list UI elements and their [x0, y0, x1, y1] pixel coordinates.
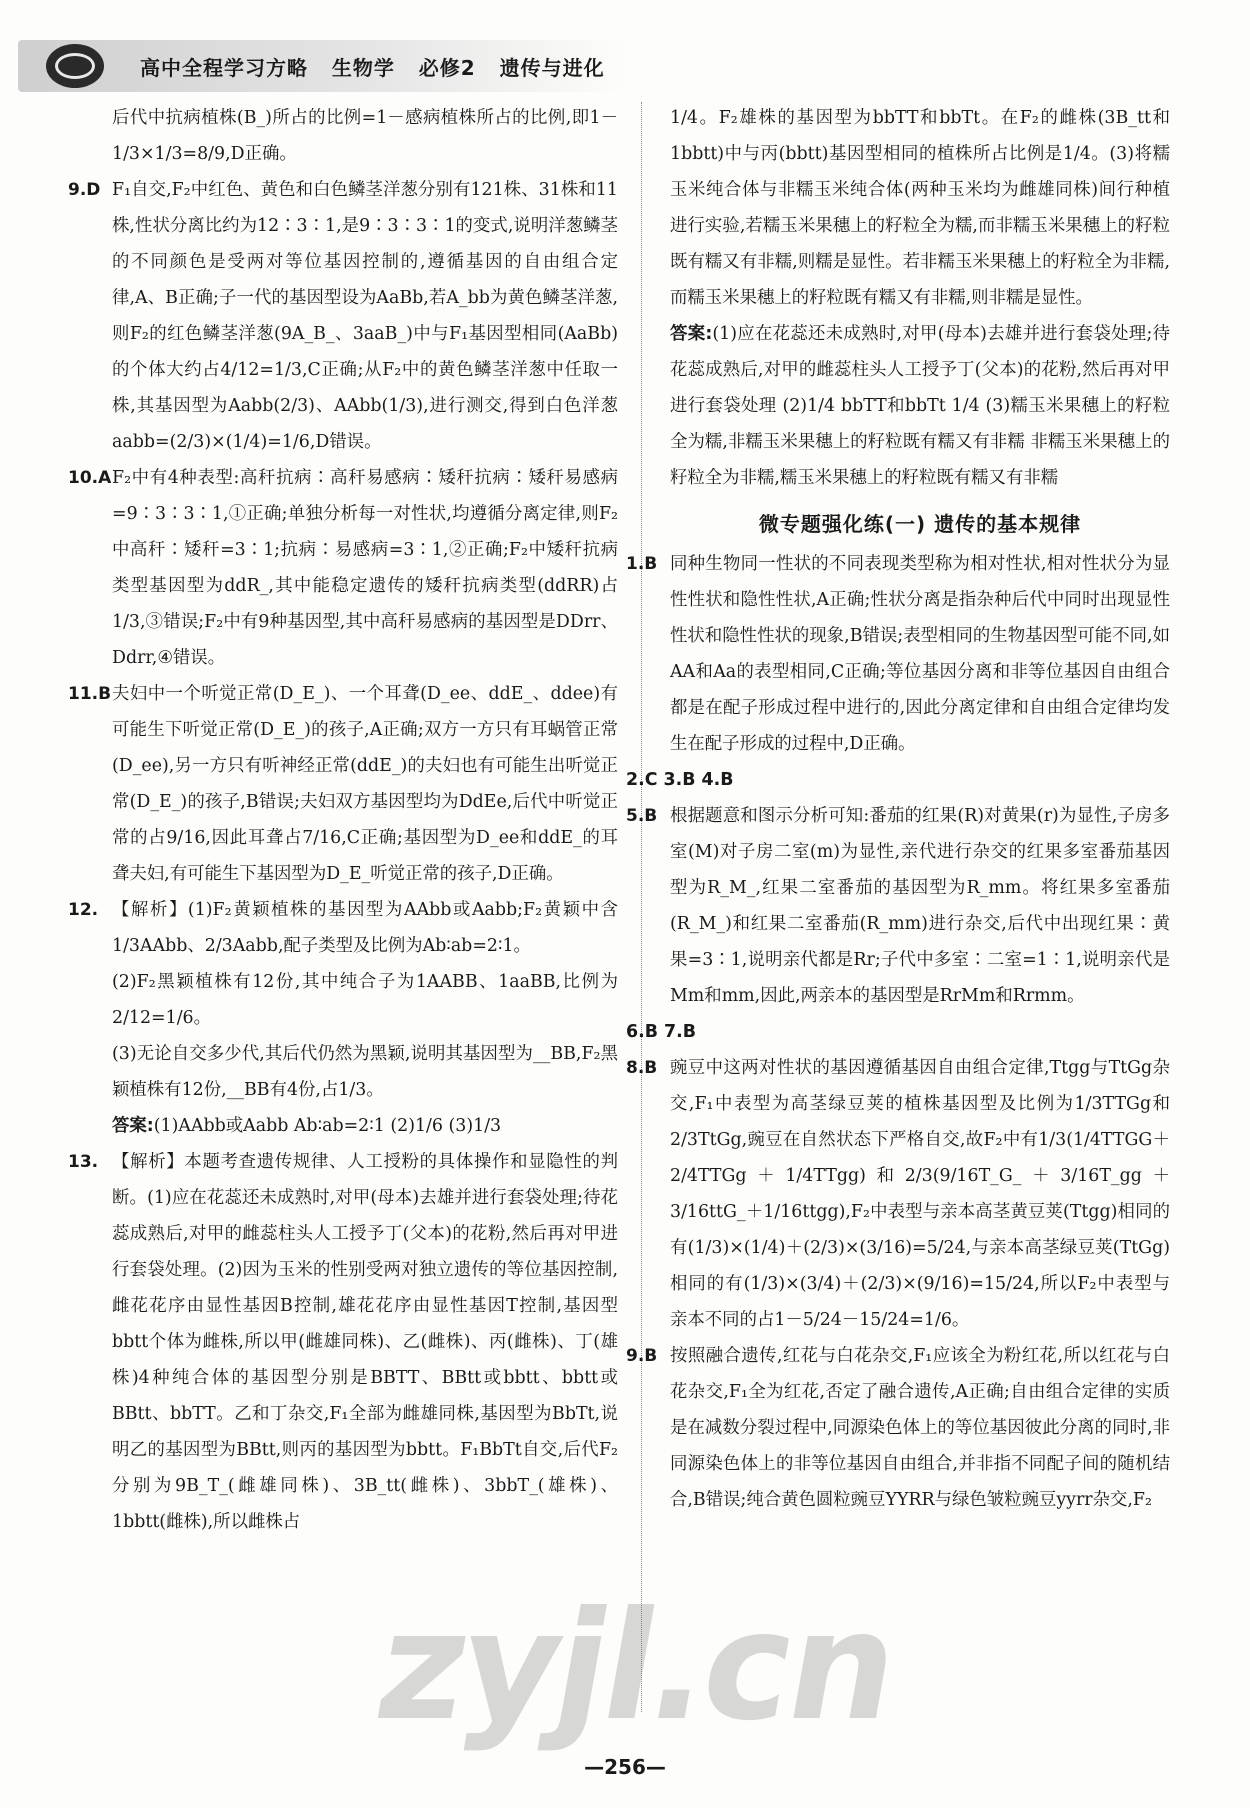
answer-item-s5	[626, 798, 1170, 1014]
answer-item-12	[68, 892, 618, 1144]
book-logo-icon	[46, 44, 104, 88]
item-number: 8.B	[626, 1058, 658, 1078]
item-text: 同种生物同一性状的不同表现类型称为相对性状,相对性状分为显性性状和隐性性状,A正确;性状分离是指杂种后代中同时出现显性性状和隐性性状的现象,B错误;表型相同的生物基因型可能不同,如AA和Aa的表型相同,C正确;等位基因分离和非等位基因自由组合都是在配子形成过程中进行的,因此分离定律和自由组合定律均发生在配子形成的过程中,D正确。	[670, 554, 1170, 754]
answer-item-10	[68, 460, 618, 676]
watermark: zyjl.cn	[364, 1580, 908, 1754]
header-title: 高中全程学习方略 生物学 必修2 遗传与进化	[140, 55, 605, 80]
item-number: 1.B	[626, 554, 658, 574]
section-title: 微专题强化练(一) 遗传的基本规律	[758, 512, 1082, 536]
left-column	[68, 100, 618, 1540]
answer-item-11	[68, 676, 618, 892]
answer-line-2-4: 2.C 3.B 4.B	[626, 770, 734, 790]
item-number: 11.B	[68, 684, 112, 704]
item-number: 9.D	[68, 180, 101, 200]
analysis-paragraph: (2)F₂黑颖植株有12份,其中纯合子为1AABB、1aaBB,比例为2/12=1/6。	[112, 972, 618, 1028]
item-number: 9.B	[626, 1346, 658, 1366]
answer-item-s1	[626, 546, 1170, 762]
item-text: 豌豆中这两对性状的基因遵循基因自由组合定律,Ttgg与TtGg杂交,F₁中表型为高茎绿豆荚的植株基因型及比例为1/3TTGg和2/3TtGg,豌豆在自然状态下严格自交,故F₂中有1/3(1/4TTGG＋2/4TTGg＋1/4TTgg)和2/3(9/16T_G_＋3/16T_gg＋3/16ttG_＋1/16ttgg),F₂中表型与亲本高茎黄豆荚(Ttgg)相同的有(1/3)×(1/4)＋(2/3)×(3/16)=5/24,与亲本高茎绿豆荚(TtGg)相同的有(1/3)×(3/4)＋(2/3)×(9/16)=15/24,所以F₂中表型与亲本不同的占1－5/24－15/24=1/6。	[670, 1058, 1170, 1330]
answer-line-6-7: 6.B 7.B	[626, 1022, 696, 1042]
answer-line	[670, 316, 1170, 496]
item-text: 按照融合遗传,红花与白花杂交,F₁应该全为粉红花,所以红花与白花杂交,F₁全为红花,否定了融合遗传,A正确;自由组合定律的实质是在减数分裂过程中,同源染色体上的等位基因彼此分离的同时,非同源染色体上的非等位基因自由组合,并非指不同配子间的随机结合,B错误;纯合黄色圆粒豌豆YYRR与绿色皱粒豌豆yyrr杂交,F₂	[670, 1346, 1170, 1510]
column-divider	[641, 102, 643, 1712]
item-text: 【解析】本题考查遗传规律、人工授粉的具体操作和显隐性的判断。(1)应在花蕊还未成熟时,对甲(母本)去雄并进行套袋处理;待花蕊成熟后,对甲的雌蕊柱头人工授予丁(父本)的花粉,然后再对甲进行套袋处理。(2)因为玉米的性别受两对独立遗传的等位基因控制,雌花花序由显性基因B控制,雄花花序由显性基因T控制,基因型bbtt个体为雌株,所以甲(雌雄同株)、乙(雌株)、丙(雌株)、丁(雄株)4种纯合体的基因型分别是BBTT、BBtt或bbtt、bbtt或BBtt、bbTT。乙和丁杂交,F₁全部为雌雄同株,基因型为BbTt,说明乙的基因型为BBtt,则丙的基因型为bbtt。F₁BbTt自交,后代F₂分别为9B_T_(雌雄同株)、3B_tt(雌株)、3bbT_(雄株)、1bbtt(雌株),所以雌株占	[112, 1152, 618, 1532]
analysis-paragraph: 【解析】(1)F₂黄颖植株的基因型为AAbb或Aabb;F₂黄颖中含1/3AAbb、2/3Aabb,配子类型及比例为Ab∶ab=2∶1。	[112, 900, 618, 956]
item-text: F₁自交,F₂中红色、黄色和白色鳞茎洋葱分别有121株、31株和11株,性状分离比约为12∶3∶1,是9∶3∶3∶1的变式,说明洋葱鳞茎的不同颜色是受两对等位基因控制的,遵循基因的自由组合定律,A、B正确;子一代的基因型设为AaBb,若A_bb为黄色鳞茎洋葱,则F₂的红色鳞茎洋葱(9A_B_、3aaB_)中与F₁基因型相同(AaBb)的个体大约占4/12=1/3,C正确;从F₂中的黄色鳞茎洋葱中任取一株,其基因型为Aabb(2/3)、AAbb(1/3),进行测交,得到白色洋葱aabb=(2/3)×(1/4)=1/6,D错误。	[112, 180, 618, 452]
item-number: 12.	[68, 900, 99, 920]
item-text: F₂中有4种表型:高秆抗病∶高秆易感病∶矮秆抗病∶矮秆易感病=9∶3∶3∶1,①正确;单独分析每一对性状,均遵循分离定律,则F₂中高秆∶矮秆=3∶1;抗病∶易感病=3∶1,②正确;F₂中矮秆抗病类型基因型为ddR_,其中能稳定遗传的矮秆抗病类型(ddRR)占1/3,③错误;F₂中有9种基因型,其中高秆易感病的基因型是DDrr、Ddrr,④错误。	[112, 468, 618, 668]
page-header	[18, 40, 628, 92]
answer-item-13	[68, 1144, 618, 1540]
answer-text: (1)应在花蕊还未成熟时,对甲(母本)去雄并进行套袋处理;待花蕊成熟后,对甲的雌蕊柱头人工授予丁(父本)的花粉,然后再对甲进行套袋处理 (2)1/4 bbTT和bbTt 1/4 (3)糯玉米果穗上的籽粒全为糯,非糯玉米果穗上的籽粒既有糯又有非糯 非糯玉米果穗上的籽粒全为非糯,糯玉米果穗上的籽粒既有糯又有非糯	[670, 324, 1170, 488]
left-continuation: 后代中抗病植株(B_)所占的比例=1－感病植株所占的比例,即1－1/3×1/3=8/9,D正确。	[112, 108, 618, 164]
answer-label: 答案:	[112, 1116, 154, 1136]
answer-text: (1)AAbb或Aabb Ab∶ab=2∶1 (2)1/6 (3)1/3	[153, 1116, 502, 1136]
analysis-paragraph: (3)无论自交多少代,其后代仍然为黑颖,说明其基因型为__BB,F₂黑颖植株有12份,__BB有4份,占1/3。	[112, 1044, 618, 1100]
answer-item-s8	[626, 1050, 1170, 1338]
right-column	[626, 100, 1170, 1518]
item-text: 根据题意和图示分析可知:番茄的红果(R)对黄果(r)为显性,子房多室(M)对子房二室(m)为显性,亲代进行杂交的红果多室番茄基因型为R_M_,红果二室番茄的基因型为R_mm。将红果多室番茄(R_M_)和红果二室番茄(R_mm)进行杂交,后代中出现红果∶黄果=3∶1,说明亲代都是Rr;子代中多室∶二室=1∶1,说明亲代是Mm和mm,因此,两亲本的基因型是RrMm和Rrmm。	[670, 806, 1170, 1006]
item-number: 5.B	[626, 806, 658, 826]
page-number: —256—	[584, 1755, 666, 1779]
item-number: 13.	[68, 1152, 99, 1172]
item-text: 夫妇中一个听觉正常(D_E_)、一个耳聋(D_ee、ddE_、ddee)有可能生下听觉正常(D_E_)的孩子,A正确;双方一方只有耳蜗管正常(D_ee),另一方只有听神经正常(ddE_)的夫妇也有可能生出听觉正常(D_E_)的孩子,B错误;夫妇双方基因型均为DdEe,后代中听觉正常的占9/16,因此耳聋占7/16,C正确;基因型为D_ee和ddE_的耳聋夫妇,有可能生下基因型为D_E_听觉正常的孩子,D正确。	[112, 684, 618, 884]
answer-label: 答案:	[670, 324, 713, 344]
answer-item-9	[68, 172, 618, 460]
answer-line	[112, 1108, 618, 1144]
right-continuation: 1/4。F₂雄株的基因型为bbTT和bbTt。在F₂的雌株(3B_tt和1bbtt)中与丙(bbtt)基因型相同的植株所占比例是1/4。(3)将糯玉米纯合体与非糯玉米纯合体(两种玉米均为雌雄同株)间行种植进行实验,若糯玉米果穗上的籽粒全为糯,而非糯玉米果穗上的籽粒既有糯又有非糯,则糯是显性。若非糯玉米果穗上的籽粒全为非糯,而糯玉米果穗上的籽粒既有糯又有非糯,则非糯是显性。	[670, 108, 1170, 308]
item-number: 10.A	[68, 468, 112, 488]
answer-item-s9	[626, 1338, 1170, 1518]
